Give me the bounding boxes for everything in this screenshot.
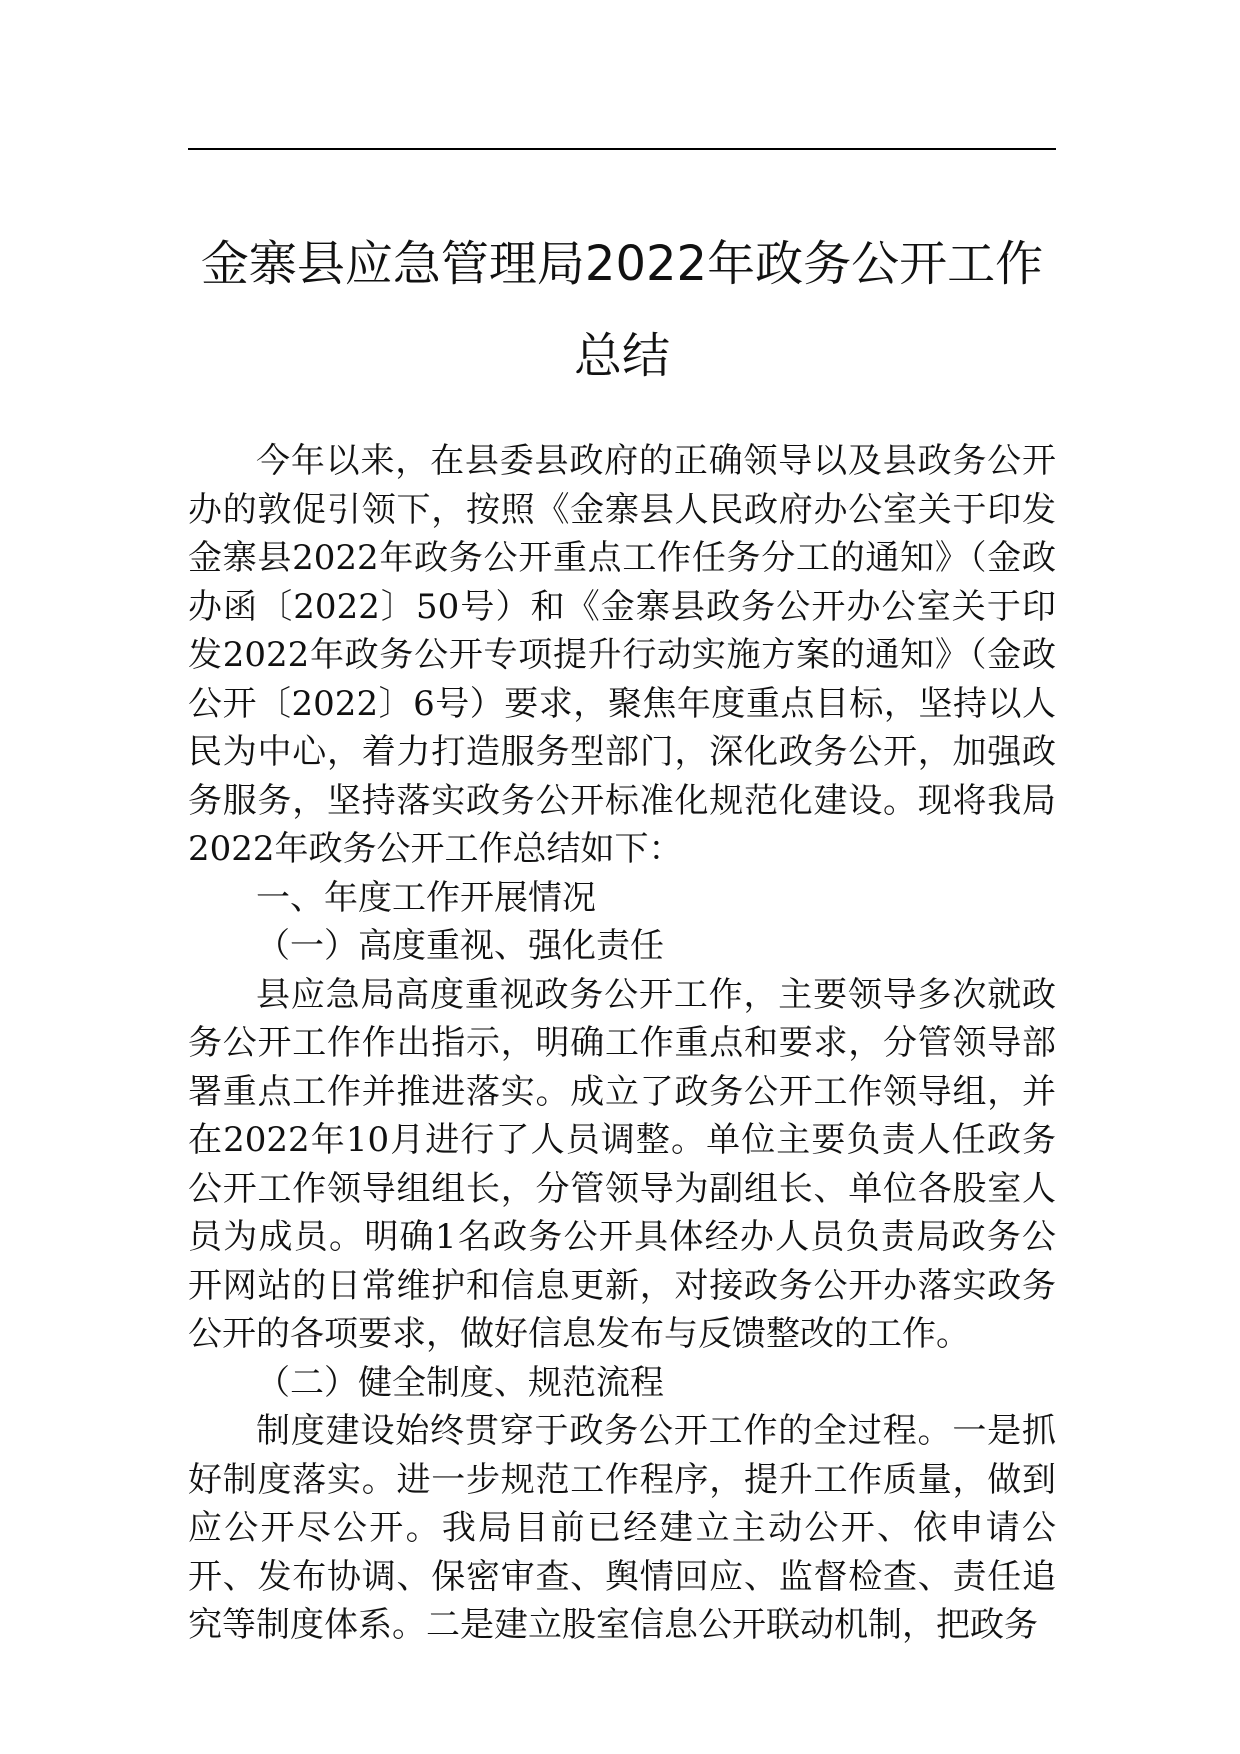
intro-paragraph: 今年以来，在县委县政府的正确领导以及县政务公开办的敦促引领下，按照《金寨县人民政府办公室关于印发金寨县2022年政务公开重点工作任务分工的通知》（金政办函〔2022〕50号）和《金寨县政务公开办公室关于印发2022年政务公开专项提升行动实施方案的通知》（金政公开〔2022〕6号）要求，聚焦年度重点目标，坚持以人民为中心，着力打造服务型部门，深化政务公开，加强政务服务，坚持落实政务公开标准化规范化建设。现将我局2022年政务公开工作总结如下：: [188, 441, 1056, 869]
section-heading-1: 一、年度工作开展情况: [256, 877, 596, 918]
subsection-heading-1: （一）高度重视、强化责任: [256, 926, 664, 966]
subsection-heading-2: （二）健全制度、规范流程: [256, 1362, 664, 1403]
subsection-2-paragraph: 制度建设始终贯穿于政务公开工作的全过程。一是抓好制度落实。进一步规范工作程序，提升工作质量，做到应公开尽公开。我局目前已经建立主动公开、依申请公开、发布协调、保密审查、舆情回应、监督检查、责任追究等制度体系。二是建立股室信息公开联动机制，把政务: [188, 1411, 1056, 1645]
document-title: 金寨县应急管理局2022年政务公开工作总结: [200, 236, 1044, 384]
document-body: [188, 437, 1056, 1650]
subsection-1-paragraph: 县应急局高度重视政务公开工作，主要领导多次就政务公开工作作出指示，明确工作重点和要求，分管领导部署重点工作并推进落实。成立了政务公开工作领导组，并在2022年10月进行了人员调整。单位主要负责人任政务公开工作领导组组长，分管领导为副组长、单位各股室人员为成员。明确1名政务公开具体经办人员负责局政务公开网站的日常维护和信息更新，对接政务公开办落实政务公开的各项要求，做好信息发布与反馈整改的工作。: [188, 974, 1056, 1354]
header-rule: [188, 148, 1056, 150]
